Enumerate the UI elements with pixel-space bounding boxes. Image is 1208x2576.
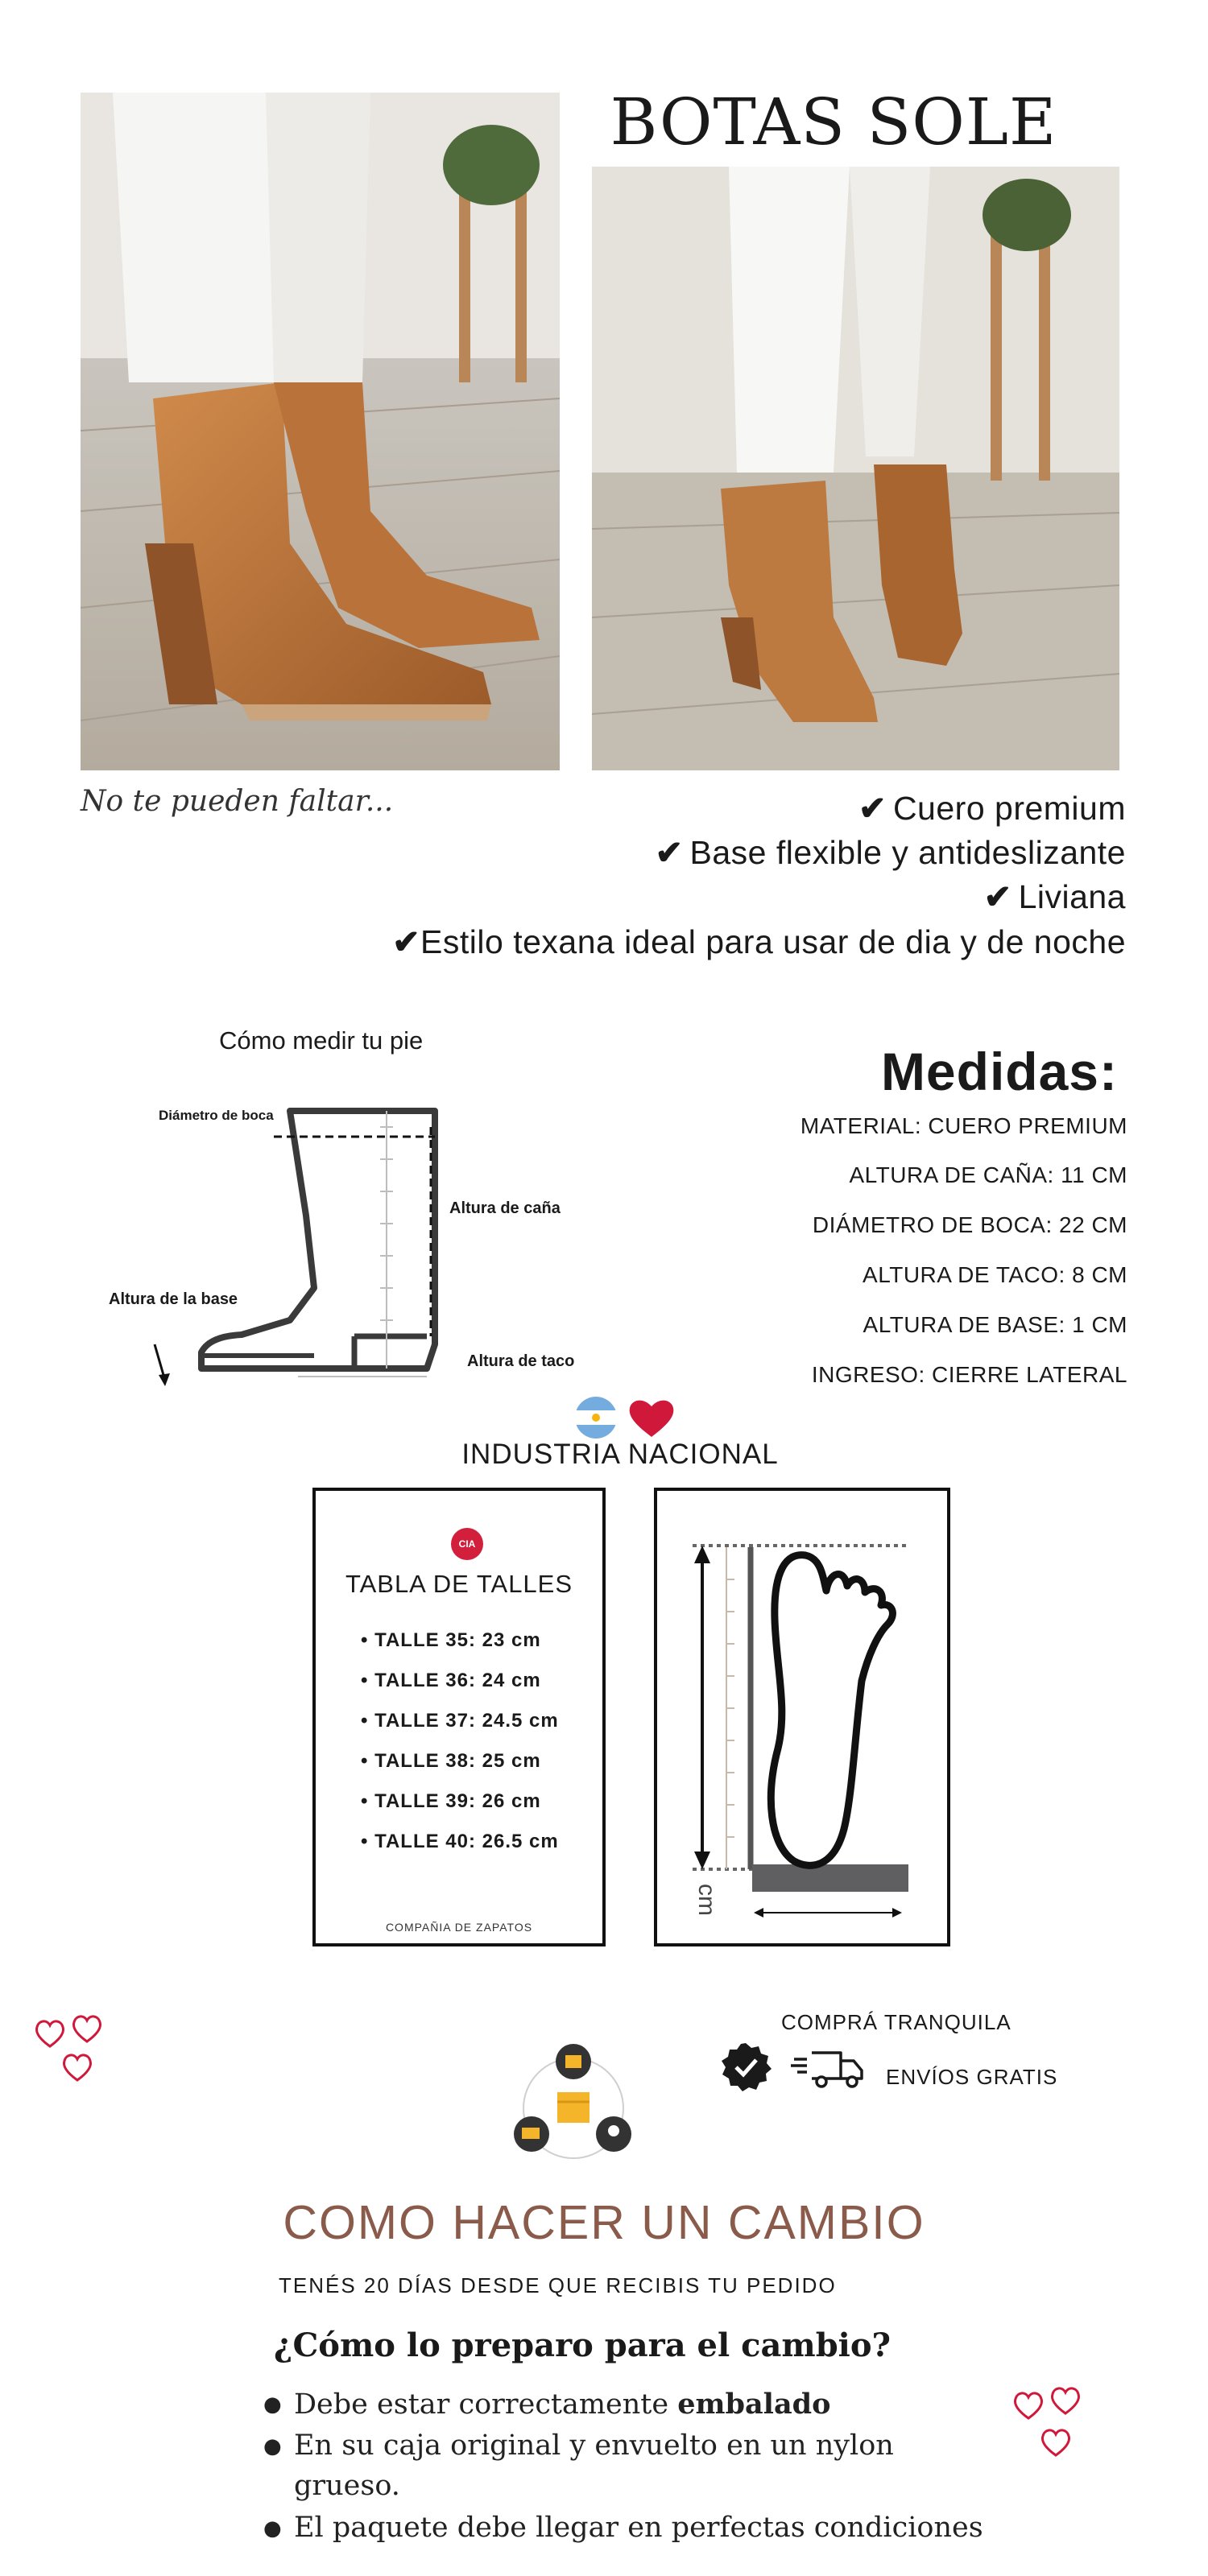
feature-item [656,833,1126,872]
size-row: • TALLE 39: 26 cm [361,1790,541,1812]
step-text: El paquete debe llegar en perfectas condiciones [294,2512,983,2544]
size-row: • TALLE 40: 26.5 cm [361,1831,559,1852]
feature-item [858,789,1126,828]
badge-compra-tranquila: COMPRÁ TRANQUILA [781,2010,1011,2034]
size-table-title: TABLA DE TALLES [345,1570,573,1598]
product-photo-left [81,93,560,770]
feature-item [392,923,1126,961]
foot-measure-card [654,1488,950,1946]
step-emphasis: embalado [677,2388,831,2421]
exchange-step: ● En su caja original y envuelto en un nylon [263,2429,894,2462]
check-icon: ✔ [655,834,684,871]
feature-label: Liviana [1018,878,1126,915]
step-text: grueso. [294,2470,400,2502]
shipping-truck-icon [791,2046,868,2091]
tagline: No te pueden faltar... [81,785,394,818]
step-text: En su caja original y envuelto en un nylon [294,2429,894,2462]
check-icon: ✔ [983,878,1012,915]
brand-logo: CIA [451,1528,483,1560]
boot-measure-diagram [81,1079,604,1433]
spec-item: INGRESO: CIERRE LATERAL [811,1362,1127,1387]
label-altura-taco: Altura de taco [467,1352,575,1370]
check-icon: ✔ [858,790,887,827]
size-row: • TALLE 37: 24.5 cm [361,1710,559,1732]
product-photo-right [592,167,1119,770]
spec-item: ALTURA DE CAÑA: 11 CM [849,1162,1127,1187]
spec-item: ALTURA DE TACO: 8 CM [863,1262,1127,1287]
origin-label: INDUSTRIA NACIONAL [461,1439,779,1470]
size-row: • TALLE 36: 24 cm [361,1670,541,1691]
step-text: Debe estar correctamente [294,2388,678,2421]
product-title: BOTAS SOLE [610,85,1057,159]
brand-footer: COMPAÑIA DE ZAPATOS [385,1921,533,1934]
spec-item: ALTURA DE BASE: 1 CM [863,1312,1127,1337]
spec-item: DIÁMETRO DE BOCA: 22 CM [812,1212,1127,1237]
spec-item: MATERIAL: CUERO PREMIUM [800,1113,1127,1138]
shipping-cycle-icon [507,2041,636,2169]
check-icon: ✔ [392,923,421,960]
exchange-subheading: TENÉS 20 DÍAS DESDE QUE RECIBIS TU PEDIDO [279,2273,837,2297]
feature-label: Cuero premium [892,790,1126,827]
exchange-step: ● Debe estar correctamente embalado [263,2388,831,2421]
heart-icon [627,1395,676,1440]
label-diametro-boca: Diámetro de boca [159,1108,274,1123]
label-altura-base: Altura de la base [109,1290,238,1308]
argentina-flag-icon [573,1395,618,1440]
unit-label: cm [693,1884,720,1916]
size-row: • TALLE 38: 25 cm [361,1750,541,1772]
specs-heading: Medidas: [880,1042,1118,1101]
feature-label: Base flexible y antideslizante [689,834,1126,871]
label-altura-cana: Altura de caña [449,1199,561,1217]
measure-guide-title: Cómo medir tu pie [219,1026,424,1055]
exchange-step: ● El paquete debe llegar en perfectas condiciones [263,2512,983,2544]
feature-item [984,877,1126,916]
exchange-step-continued [294,2470,400,2502]
exchange-heading: COMO HACER UN CAMBIO [283,2196,925,2249]
feature-label: Estilo texana ideal para usar de dia y de noche [420,923,1126,960]
verified-badge-icon [720,2041,772,2093]
size-row: • TALLE 35: 23 cm [361,1629,541,1651]
badge-envios-gratis: ENVÍOS GRATIS [886,2065,1058,2089]
hearts-decoration-right [1011,2383,1091,2463]
exchange-question: ¿Cómo lo preparo para el cambio? [274,2326,891,2364]
size-table-card [312,1488,606,1946]
hearts-decoration-left [32,2013,113,2085]
